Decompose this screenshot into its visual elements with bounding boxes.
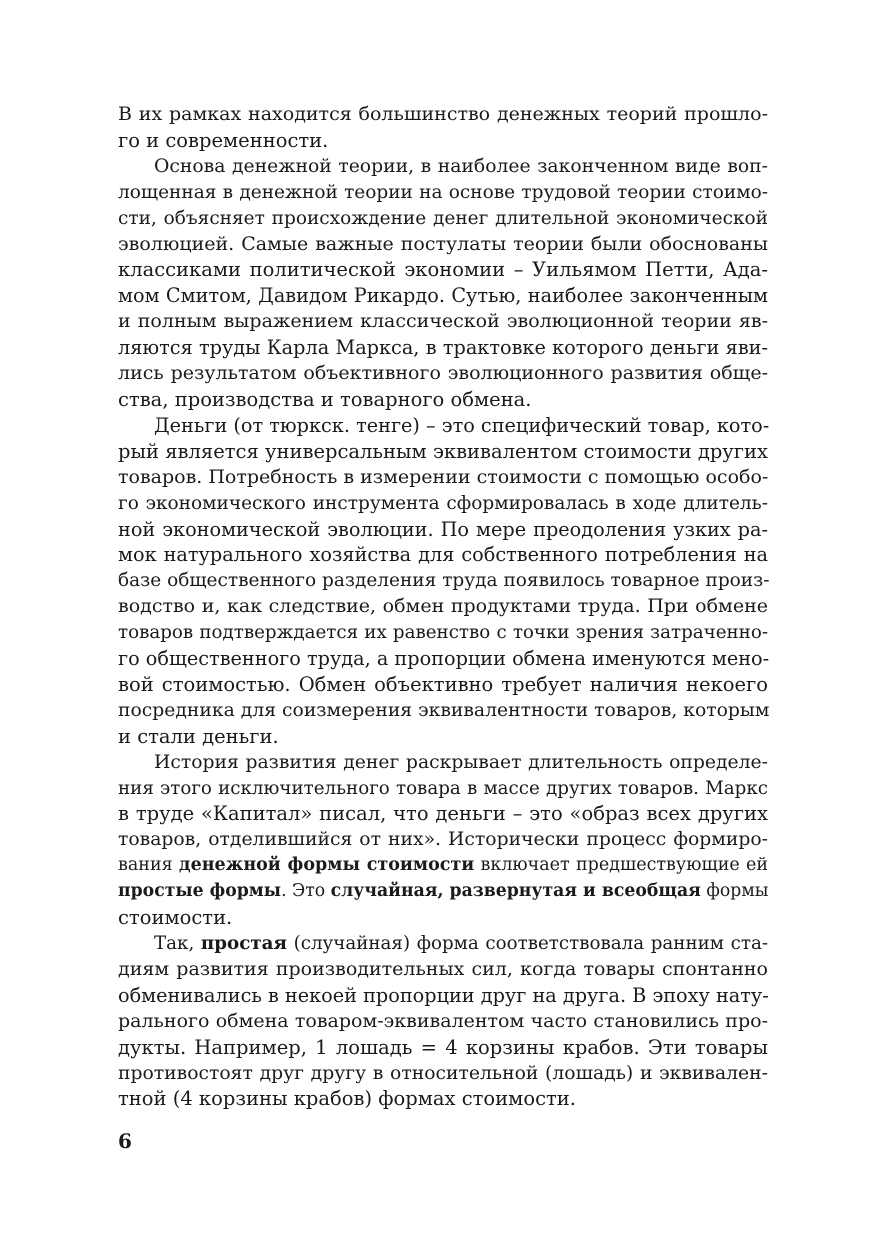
text-segment: водство и, как следствие, обмен продуктами труда. При обмене <box>118 595 768 618</box>
text-line <box>118 724 768 750</box>
text-segment: го экономического инструмента сформировалась в ходе длитель- <box>118 492 768 514</box>
text-segment: сти, объясняет происхождение денег длительной экономической <box>118 207 768 229</box>
text-line <box>118 750 768 776</box>
text-segment: в труде «Капитал» писал, что деньги – это «образ всех других <box>118 802 768 826</box>
text-segment: Так, <box>154 933 201 954</box>
text-segment: В их рамках находится большинство денежных теорий прошло- <box>118 103 768 125</box>
text-segment: стоимости. <box>118 906 233 930</box>
text-segment: диям развития производительных сил, когда товары спонтанно <box>118 957 768 980</box>
text-segment: ния этого исключительного товара в массе других товаров. Маркс <box>118 777 768 799</box>
text-segment: и стали деньги. <box>118 724 279 748</box>
text-segment: обменивались в некоей пропорции друг на друга. В эпоху нату- <box>118 983 769 1007</box>
text-segment: посредника для соизмерения эквивалентности товаров, которым <box>118 699 770 721</box>
text-line <box>118 387 768 413</box>
text-line <box>118 620 768 646</box>
text-segment: базе общественного разделения труда появилось товарное произ- <box>118 570 770 592</box>
text-segment: лись результатом объективного эволюционного развития обще- <box>118 362 768 385</box>
text-line <box>118 568 768 594</box>
text-line <box>118 905 768 931</box>
text-line <box>118 1086 768 1112</box>
text-line <box>118 801 768 827</box>
bold-term: денежной формы стоимости <box>178 855 475 876</box>
text-line <box>118 128 768 154</box>
text-segment: вания <box>118 855 179 876</box>
paragraph <box>118 750 768 931</box>
text-line <box>118 698 768 724</box>
text-segment: эволюцией. Самые важные постулаты теории были обоснованы <box>118 232 768 255</box>
text-segment: Деньги (от тюркск. тенге) – это специфический товар, кото- <box>154 413 770 437</box>
text-segment: (случайная) форма соответствовала ранним ста- <box>286 933 769 954</box>
text-line <box>118 491 768 517</box>
text-segment: товаров подтверждается их равенство с точки зрения затраченно- <box>118 622 768 644</box>
text-segment: го общественного труда, а пропорции обмена именуются мено- <box>118 647 770 671</box>
text-segment: ной экономической эволюции. По мере преодоления узких ра- <box>118 517 768 541</box>
text-segment: . Это <box>281 881 331 902</box>
text-line <box>118 1035 768 1061</box>
text-line <box>118 1009 768 1035</box>
text-line <box>118 361 768 387</box>
text-segment: классиками политической экономии – Уильямом Петти, Ада- <box>118 258 768 282</box>
text-segment: рый является универсальным эквивалентом стоимости других <box>118 439 768 463</box>
text-line <box>118 154 768 180</box>
text-line <box>118 853 768 879</box>
paragraph <box>118 413 768 750</box>
text-segment: формы <box>700 881 769 902</box>
text-segment: мом Смитом, Давидом Рикардо. Сутью, наиболее законченным <box>118 284 768 308</box>
text-line <box>118 931 768 957</box>
text-line <box>118 1061 768 1087</box>
text-line <box>118 180 768 206</box>
text-line <box>118 983 768 1009</box>
text-segment: вой стоимостью. Обмен объективно требует наличия некоего <box>118 672 768 696</box>
text-line <box>118 283 768 309</box>
text-segment: противостоят друг другу в относительной (лошадь) и эквивален- <box>118 1062 768 1084</box>
text-segment: мок натурального хозяйства для собственного потребления на <box>118 543 768 567</box>
text-line <box>118 594 768 620</box>
text-line <box>118 232 768 258</box>
text-line <box>118 646 768 672</box>
text-segment: ства, производства и товарного обмена. <box>118 387 532 411</box>
text-segment: ляются труды Карла Маркса, в трактовке которого деньги яви- <box>118 336 768 360</box>
text-line <box>118 542 768 568</box>
bold-term: простые формы <box>118 881 282 902</box>
text-segment: и полным выражением классической эволюционной теории яв- <box>118 310 768 333</box>
paragraph <box>118 102 768 154</box>
text-line <box>118 102 768 128</box>
text-line <box>118 827 768 853</box>
text-line <box>118 413 768 439</box>
text-segment: рального обмена товаром-эквивалентом часто становились про- <box>118 1009 768 1032</box>
paragraph <box>118 931 768 1112</box>
bold-term: простая <box>200 933 287 954</box>
page-body <box>118 102 768 1112</box>
paragraph <box>118 154 768 413</box>
text-line <box>118 465 768 491</box>
text-line <box>118 309 768 335</box>
text-segment: товаров. Потребность в измерении стоимости с помощью особо- <box>118 465 769 488</box>
text-line <box>118 879 768 905</box>
text-line <box>118 517 768 543</box>
text-line <box>118 257 768 283</box>
text-line <box>118 672 768 698</box>
text-segment: тной (4 корзины крабов) формах стоимости. <box>118 1087 576 1111</box>
text-segment: дукты. Например, 1 лошадь = 4 корзины крабов. Эти товары <box>118 1035 768 1059</box>
text-segment: го и современности. <box>118 128 329 152</box>
text-line <box>118 957 768 983</box>
text-segment: История развития денег раскрывает длительность определе- <box>154 751 768 773</box>
bold-term: случайная, развернутая и всеобщая <box>330 881 701 902</box>
text-segment: лощенная в денежной теории на основе трудовой теории стоимо- <box>118 181 768 203</box>
text-line <box>118 776 768 802</box>
text-line <box>118 335 768 361</box>
text-line <box>118 206 768 232</box>
text-segment: включает предшествующие ей <box>474 855 769 876</box>
text-segment: Основа денежной теории, в наиболее законченном виде воп- <box>154 155 768 177</box>
text-segment: товаров, отделившийся от них». Исторически процесс формиро- <box>118 829 768 851</box>
page-number: 6 <box>118 1129 132 1153</box>
text-line <box>118 439 768 465</box>
